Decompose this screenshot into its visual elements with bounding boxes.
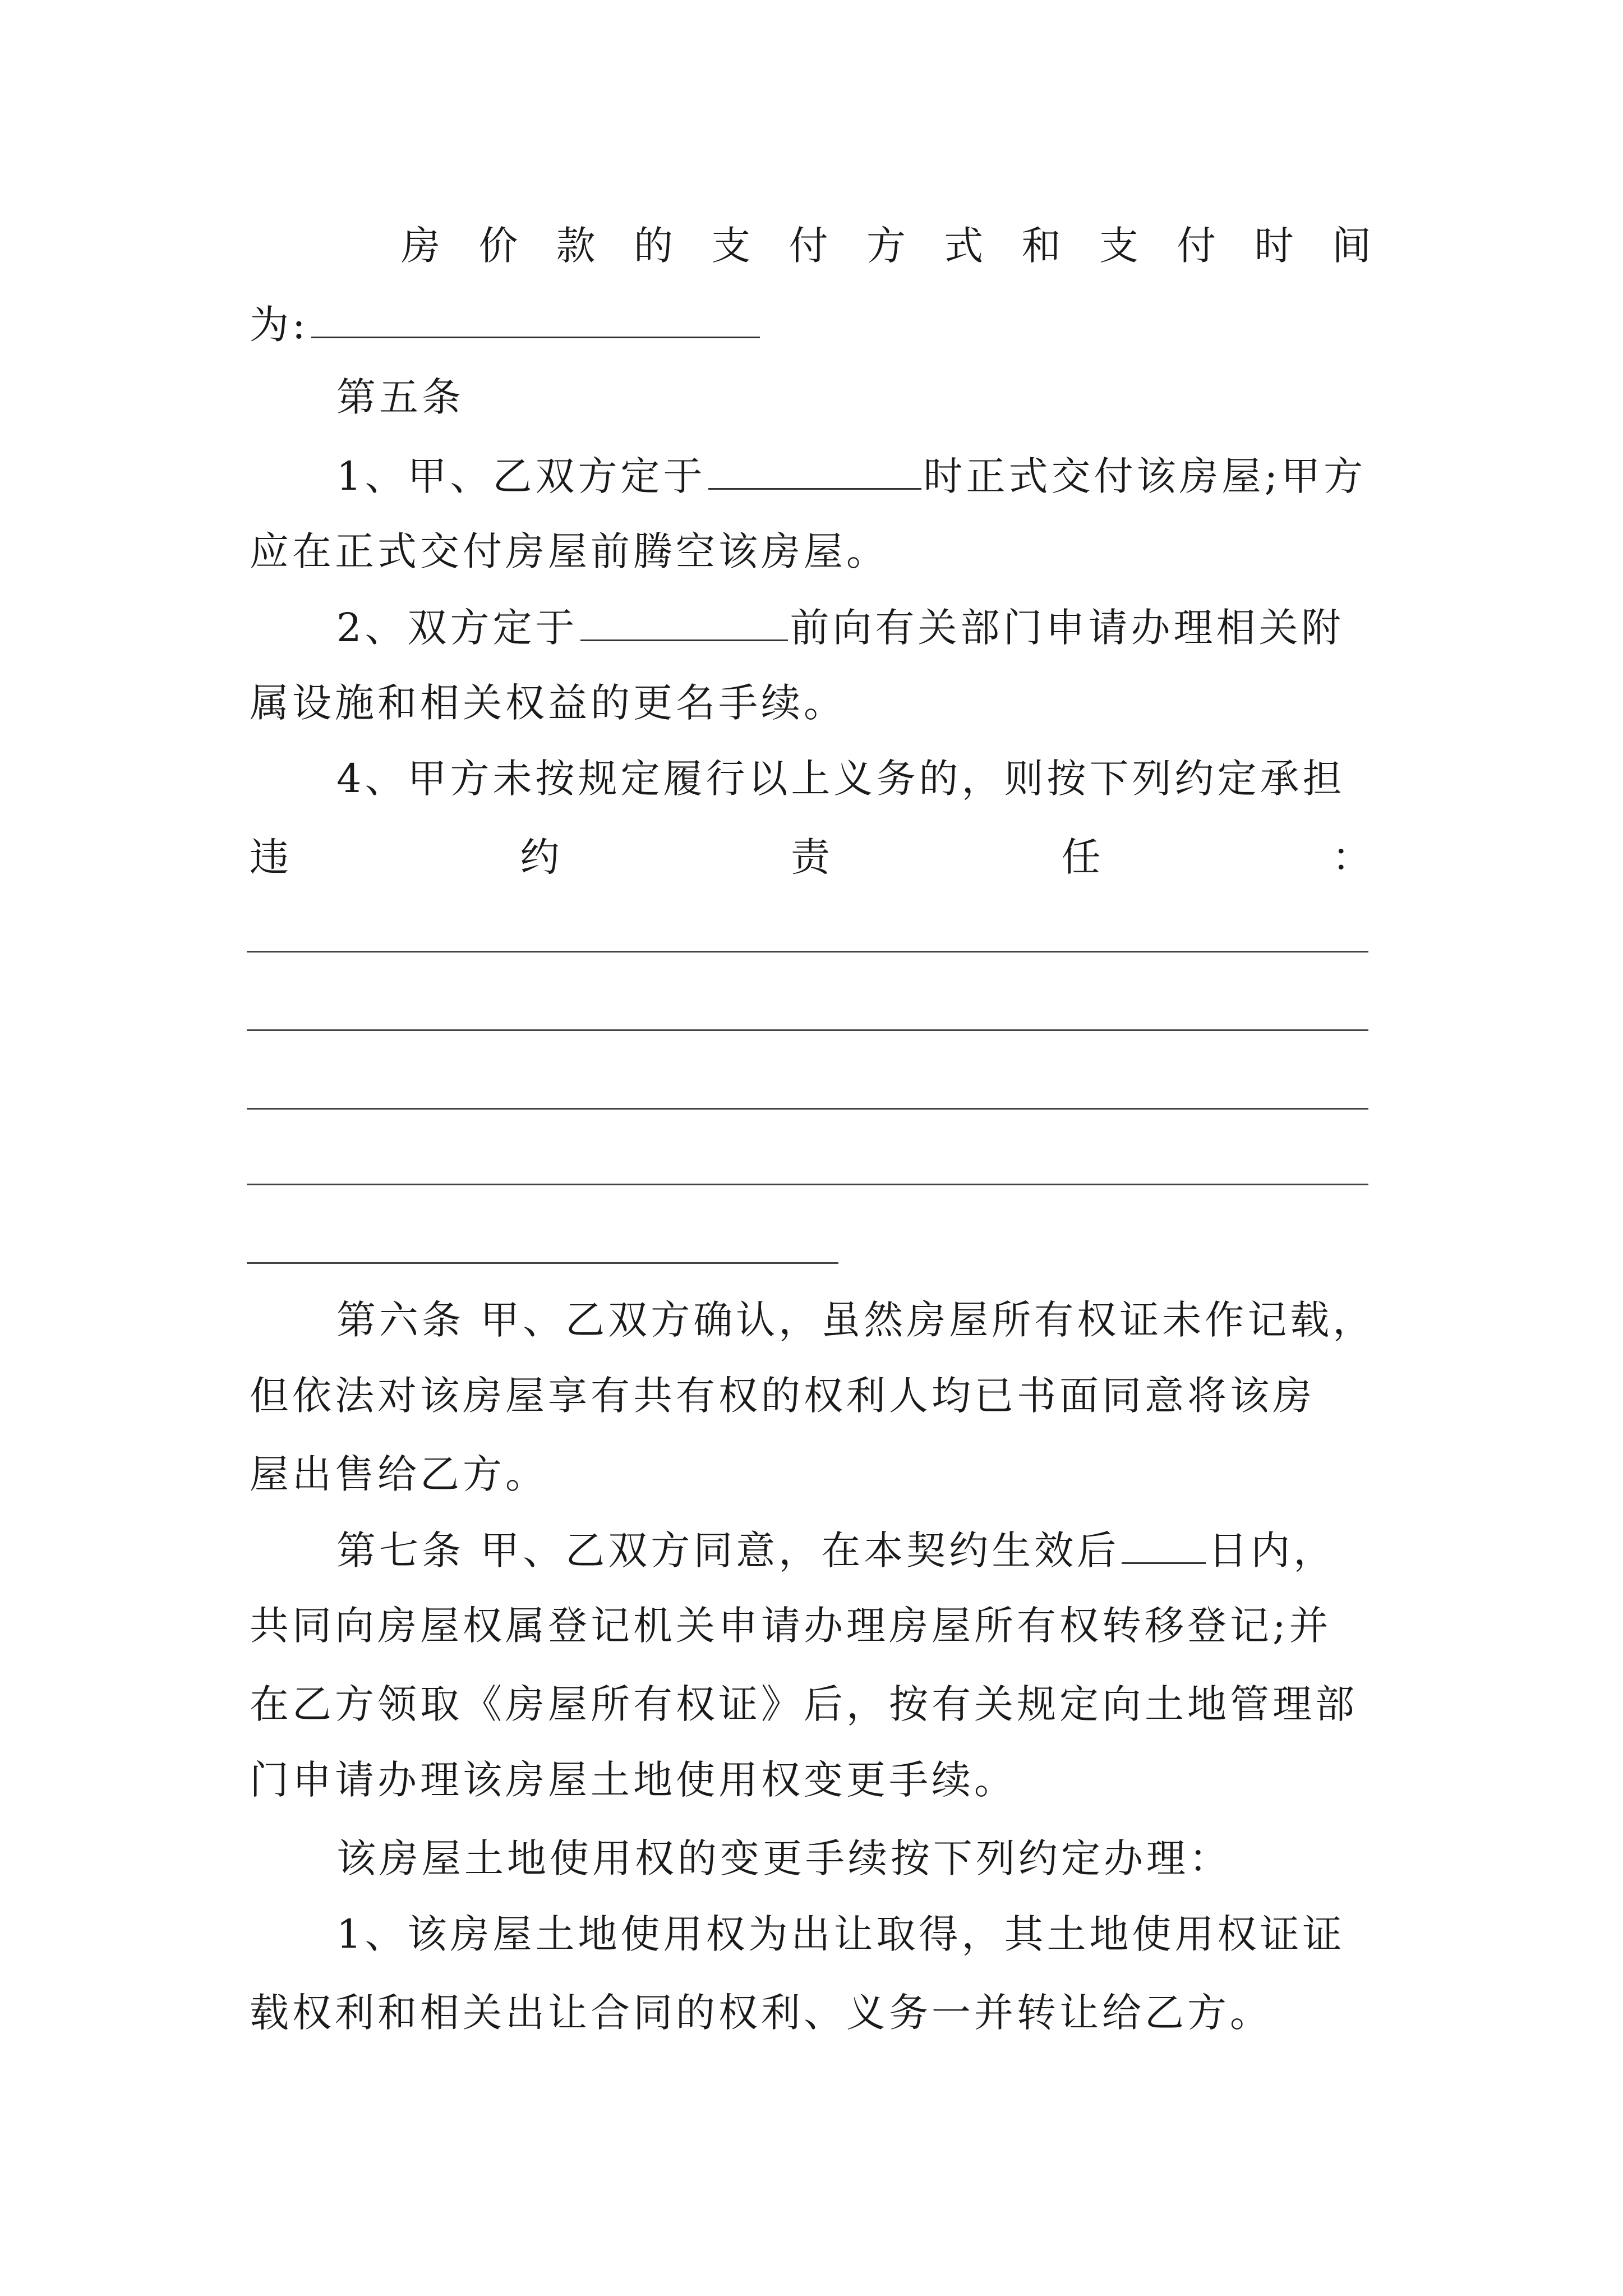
payment-terms-line-2 (250, 297, 762, 352)
delivery-date-blank[interactable] (708, 449, 921, 490)
article-7-line-3: 在乙方领取《房屋所有权证》后，按有关规定向土地管理部 (250, 1681, 1358, 1727)
item-2-text-a: 2、双方定于 (336, 605, 578, 651)
item-1-text-a: 1、甲、乙双方定于 (336, 453, 706, 499)
item-2-text-b: 前向有关部门申请办理相关附 (790, 605, 1344, 651)
char: ： (1332, 834, 1371, 880)
char: 式 (944, 223, 984, 269)
item-2-line-1 (336, 600, 1344, 655)
char: 价 (478, 223, 518, 269)
liability-blank-line[interactable] (247, 1184, 1368, 1185)
item-4-line-1: 4、甲方未按规定履行以上义务的，则按下列约定承担 (336, 756, 1345, 802)
char: 支 (711, 223, 751, 269)
payment-prefix: 为: (250, 302, 309, 348)
char: 和 (1021, 223, 1061, 269)
article-7-line-1 (336, 1523, 1336, 1577)
char: 任 (1061, 834, 1101, 880)
days-blank[interactable] (1122, 1523, 1206, 1564)
liability-blank-line[interactable] (247, 951, 1368, 953)
char: 支 (1099, 223, 1138, 269)
application-date-blank[interactable] (580, 600, 788, 641)
item-1-text-b: 时正式交付该房屋;甲方 (923, 453, 1367, 499)
char: 约 (520, 834, 560, 880)
land-use-item-1-line-2: 载权利和相关出让合同的权利、义务一并转让给乙方。 (250, 1990, 1272, 2036)
payment-terms-line-1 (401, 219, 1371, 273)
land-use-item-1-line-1: 1、该房屋土地使用权为出让取得，其土地使用权证证 (336, 1911, 1345, 1957)
char: 付 (789, 223, 828, 269)
article-7-line-4: 门申请办理该房屋土地使用权变更手续。 (250, 1757, 1017, 1803)
item-4-line-2 (250, 830, 1371, 884)
article-7-line-2: 共同向房屋权属登记机关申请办理房屋所有权转移登记;并 (250, 1603, 1332, 1649)
land-use-intro: 该房屋土地使用权的变更手续按下列约定办理： (336, 1835, 1232, 1881)
char: 违 (250, 834, 289, 880)
liability-blank-line[interactable] (247, 1108, 1368, 1110)
item-1-line-2: 应在正式交付房屋前腾空该房屋。 (250, 528, 889, 574)
char: 付 (1177, 223, 1216, 269)
payment-blank[interactable] (311, 297, 760, 338)
item-2-line-2: 属设施和相关权益的更名手续。 (250, 680, 846, 726)
liability-blank-line[interactable] (247, 1262, 838, 1264)
item-1-line-1 (336, 449, 1366, 503)
article-7-text-a2: 日内， (1208, 1527, 1336, 1573)
article-6-line-3: 屋出售给乙方。 (250, 1451, 548, 1497)
char: 款 (556, 223, 596, 269)
liability-blank-line[interactable] (247, 1029, 1368, 1031)
char: 时 (1254, 223, 1294, 269)
char: 房 (401, 223, 440, 269)
char: 责 (791, 834, 830, 880)
char: 方 (866, 223, 906, 269)
article-6-line-2: 但依法对该房屋享有共有权的权利人均已书面同意将该房 (250, 1373, 1315, 1419)
article-6-line-1: 第六条 甲、乙双方确认，虽然房屋所有权证未作记载， (336, 1297, 1376, 1343)
article-5-heading: 第五条 (336, 374, 464, 420)
char: 间 (1331, 223, 1371, 269)
char: 的 (633, 223, 673, 269)
article-7-text-a: 第七条 甲、乙双方同意，在本契约生效后 (336, 1527, 1120, 1573)
